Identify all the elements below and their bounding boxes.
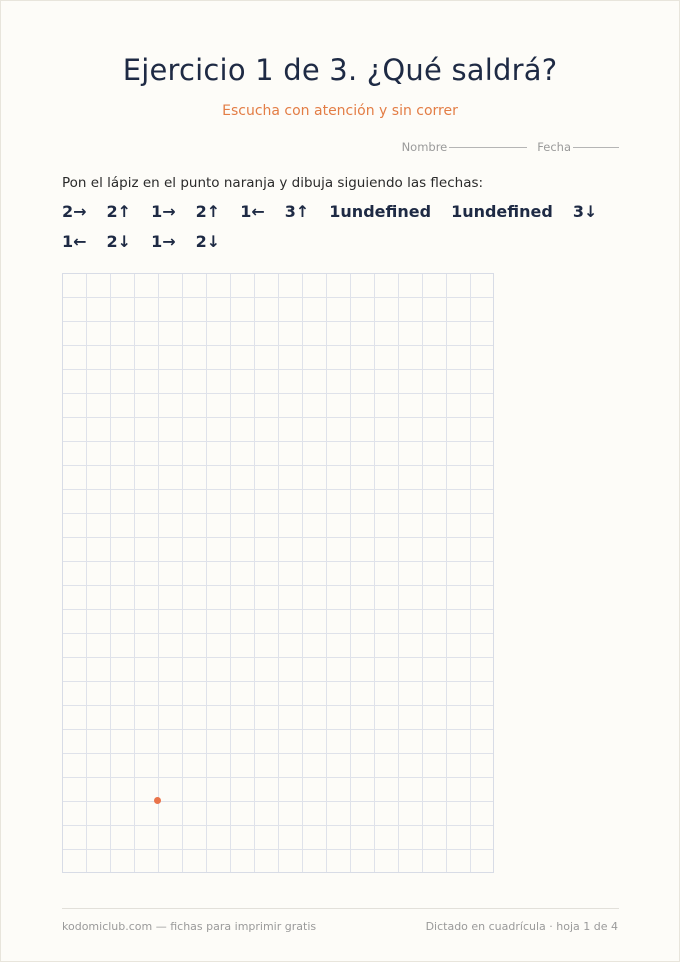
page-subtitle: Escucha con atención y sin correr (222, 103, 458, 119)
step: 1→ (151, 232, 176, 251)
step: 1undefined (451, 202, 553, 221)
date-field (537, 140, 619, 154)
step: 1→ (151, 202, 176, 221)
footer-sheet-info: Dictado en cuadrícula · hoja 1 de 4 (425, 920, 618, 933)
page-title: Ejercicio 1 de 3. ¿Qué saldrá? (122, 53, 558, 87)
start-point-dot (154, 797, 161, 804)
instruction-text: Pon el lápiz en el punto naranja y dibuja siguiendo las flechas: (62, 175, 484, 191)
footer-site: kodomiclub.com — fichas para imprimir gratis (62, 920, 317, 933)
step: 2↓ (195, 232, 221, 251)
step: 2↑ (106, 202, 132, 221)
arrow-steps (62, 201, 622, 253)
name-label: Nombre (401, 140, 448, 154)
drawing-grid[interactable] (62, 273, 494, 873)
footer-divider (62, 908, 619, 909)
name-field (402, 140, 528, 154)
name-date-fields (402, 140, 619, 154)
step: 2↑ (195, 202, 221, 221)
step: 1undefined (329, 202, 432, 221)
date-line (573, 146, 619, 148)
step: 2→ (62, 202, 87, 221)
name-line (449, 146, 527, 148)
step: 3↑ (284, 202, 310, 221)
step: 2↓ (106, 232, 132, 251)
step: 1← (240, 202, 265, 221)
step: 1← (62, 232, 87, 251)
date-label: Fecha (537, 140, 571, 154)
step: 3↓ (572, 202, 598, 221)
